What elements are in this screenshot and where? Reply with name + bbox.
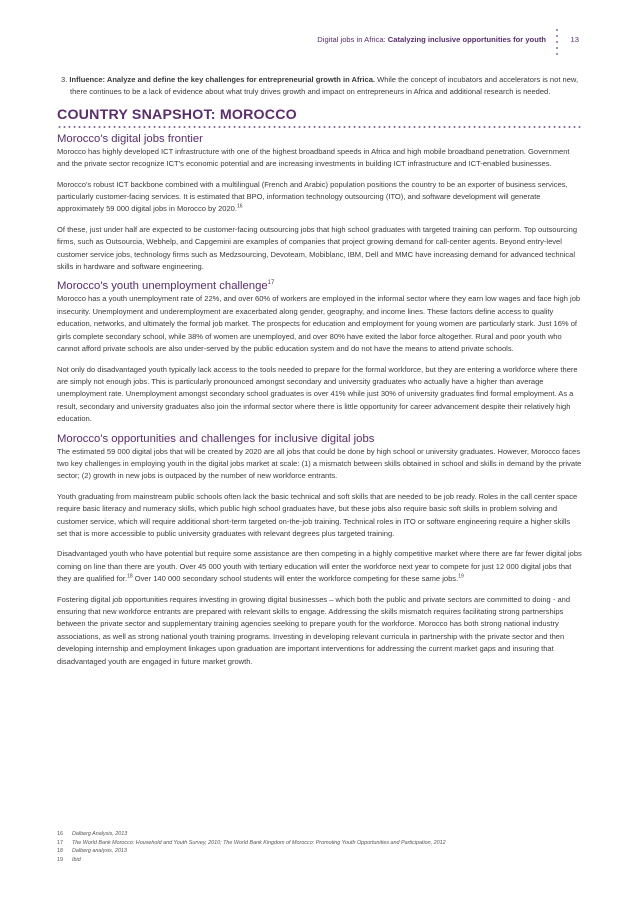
intro-list-item: 3. Influence: Analyze and define the key challenges for entrepreneurial growth in Africa. While the concept of incubators and accelerators is not new, there continues to be a lack of evidence about what truly drives growth and impact on entrepreneurs in Africa and additional research is needed. bbox=[61, 75, 579, 97]
footnote: 19 Ibid bbox=[57, 856, 81, 863]
section-heading-opportunities: Morocco's opportunities and challenges for inclusive digital jobs bbox=[57, 432, 375, 445]
section-heading-unemployment: Morocco's youth unemployment challenge$^{17}$ bbox=[57, 280, 275, 293]
paragraph: Morocco has highly developed ICT infrastructure with one of the highest broadband speeds in Africa and high mobile broadband penetration. Government and the private sector recognize ICT's economic potential and are increasing investments in building ICT infrastructure and ICT-enabled businesses. bbox=[57, 146, 570, 169]
footnote: 17 The World Bank Morocco: Household and Youth Survey, 2010; The World Bank Kingdom of Morocco: Promoting Youth Opportunities and Participation, 2012 bbox=[57, 839, 446, 846]
footnote: 18 Dalberg analysis, 2013 bbox=[57, 848, 127, 855]
paragraph: Of these, just under half are expected to be customer-facing outsourcing jobs that high school graduates with targeted training can perform. Top outsourcing firms, such as Outsourcia, Webhelp, and Capgemini are examples of companies that project growing demand for call-center agents. Beyond entry-level customer service jobs, technology firms such as Medzsourcing, Devoteam, Mobiblanc, IBM, Dell and MMC have increasing demand for advanced technical skills in hardware and software engineering. bbox=[57, 224, 578, 272]
paragraph: Fostering digital job opportunities requires investing in growing digital businesses – which both the public and private sectors are committed to doing - and ensuring that new workforce entrants are prepared with relevant skills to engage. Addressing the skills mismatch requires facilitating strong partnerships between the private sector and supplementary training agencies seeking to prepare youth for the workforce. Morocco has both strong national industry associations, as well as strong national youth training programs. Investing in developing relevant curricula in partnership with the private sector and then developing internship and employment linkages upon graduation are important interventions for addressing the current market gaps and insuring that disadvantaged youth are engaged in future market growth. bbox=[57, 594, 571, 666]
section-heading-frontier: Morocco's digital jobs frontier bbox=[57, 132, 203, 145]
footnote-ref: 18 bbox=[127, 573, 133, 580]
page-header bbox=[0, 35, 638, 49]
paragraph: Youth graduating from mainstream public schools often lack the basic technical and soft skills that are needed to be job ready. Roles in the call center space require basic literacy and numeracy skills, which public high school graduates have, but these jobs also require basic soft skills in problem solving and customer service, which will require additional short-term targeted on-the-job training. Technical roles in ITO or software engineering require a higher skills set that is more accessible to public university graduates with relevant degrees plus targeted training. bbox=[57, 491, 578, 538]
paragraph: Disadvantaged youth who have potential but require some assistance are then competing in a highly competitive market where there are far fewer digital jobs coming on line than there are youth. Over 45 000 youth with tertiary education will enter the workforce next year to compete for just 12 000 digital jobs that they are qualified for.$^{18}$ Over 140 000 secondary school students will enter the workforce competing for these same jobs.$^{19}$ bbox=[57, 549, 582, 584]
running-title: Digital jobs in Africa: Catalyzing inclusive opportunities for youth bbox=[317, 35, 546, 44]
page-number: 13 bbox=[570, 35, 579, 44]
paragraph: The estimated 59 000 digital jobs that will be created by 2020 are all jobs that could be done by high school or university graduates. However, Morocco faces two key challenges in employing youth in the digital jobs market at scale: (1) a mismatch between skills obtained in school and skills in demand by the private sector; (2) growth in new jobs is outpaced by the number of new workforce entrants. bbox=[57, 446, 582, 481]
paragraph: Not only do disadvantaged youth typically lack access to the tools needed to prepare for the formal workforce, but they are entering a workforce where there are simply not enough jobs. This is particularly pronounced amongst secondary and university graduates who actually have a higher than average unemployment rate. Unemployment amongst secondary school graduates is over 41% while just 30% of university graduates find formal employment. As a result, secondary and university graduates also join the informal sector where there is little opportunity for career advancement despite their relatively high education. bbox=[57, 364, 578, 424]
vertical-dots-divider bbox=[555, 29, 559, 55]
paragraph: Morocco has a youth unemployment rate of 22%, and over 60% of workers are employed in the informal sector where they earn low wages and face high job insecurity. Unemployment and underemployment are exacerbated along gender, geography, and income lines. These factors define access to quality education, networks, and ultimately the formal job market. The prospects for education and employment for young women are particularly stark. Just 16% of girls complete secondary school, while 38% of women are unemployed, and over 80% have exited the labor force altogether. Rural and poor youth who cannot afford private schools are also under-served by the public education system and do not have the means to attend private schools. bbox=[57, 294, 581, 354]
main-content bbox=[57, 74, 582, 668]
footnote-ref: 16 bbox=[236, 203, 243, 210]
footnote: 16 Dalberg Analysis, 2013 bbox=[57, 831, 128, 837]
paragraph: Morocco's robust ICT backbone combined with a multilingual (French and Arabic) population positions the country to be an exporter of business services, particularly customer-facing services. It is estimated that BPO, information technology outsourcing (ITO), and software development will generate approximately 59 000 digital jobs in Morocco by 2020.16 bbox=[57, 179, 568, 214]
footnotes bbox=[57, 830, 582, 864]
footnote-ref: 19 bbox=[458, 573, 464, 580]
country-snapshot-heading: COUNTRY SNAPSHOT: MOROCCO bbox=[57, 106, 297, 123]
footnote-ref: 17 bbox=[267, 280, 275, 287]
dotted-divider bbox=[57, 126, 582, 128]
